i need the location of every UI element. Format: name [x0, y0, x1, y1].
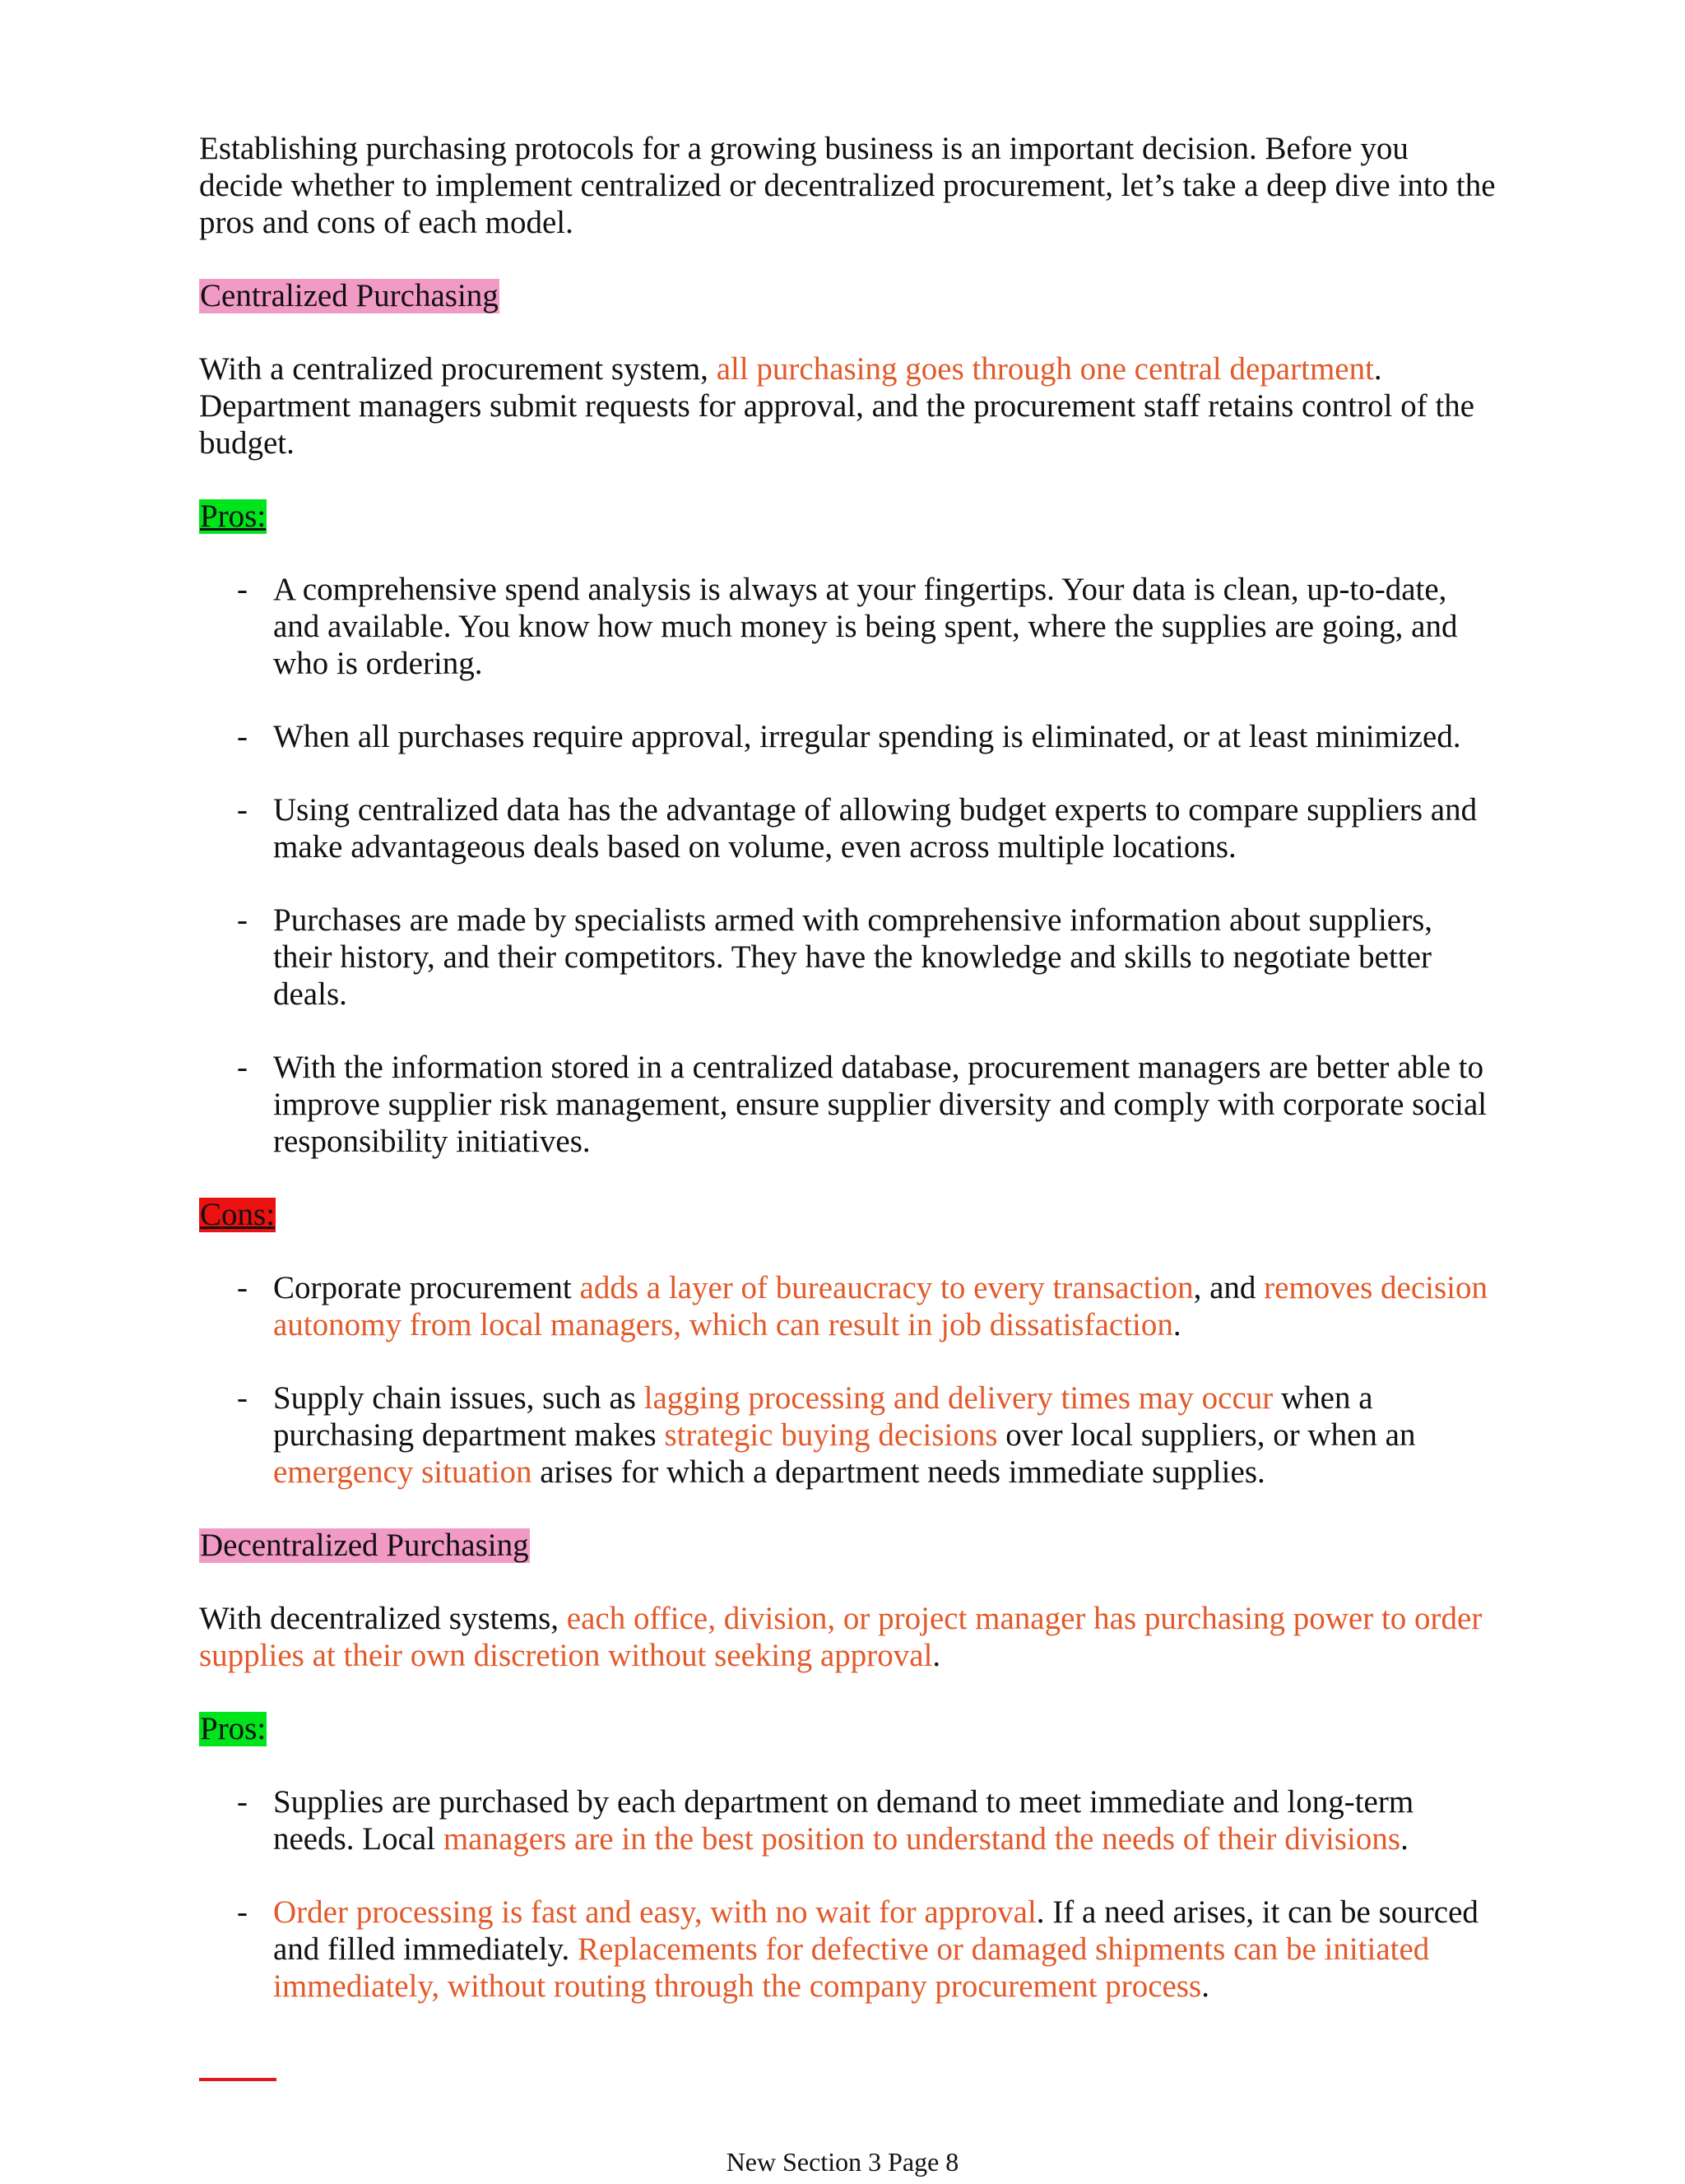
- dash-bullet: -: [237, 1270, 248, 1305]
- dpros-1-text-end: .: [1400, 1821, 1409, 1857]
- cons-2-emphasis-2: strategic buying decisions: [664, 1417, 998, 1453]
- centralized-heading-line: [199, 277, 1499, 314]
- dash-bullet: -: [237, 1050, 248, 1085]
- cons-1-text-3: .: [1172, 1307, 1181, 1342]
- dpros-1-emphasis: managers are in the best position to understand the needs of their divisions: [443, 1821, 1401, 1857]
- dpros-2-text-end: .: [1201, 1968, 1209, 2004]
- dash-bullet: -: [237, 1784, 248, 1820]
- list-item: [199, 718, 1499, 755]
- red-underline-mark: [199, 2078, 276, 2081]
- list-item: [199, 902, 1499, 1013]
- page-content: [199, 130, 1499, 2005]
- centralized-pros-list: [199, 571, 1499, 1160]
- page-footer: New Section 3 Page 8: [726, 2147, 959, 2177]
- cons-2-text: Supply chain issues, such as: [273, 1380, 644, 1416]
- dash-bullet: -: [237, 902, 248, 938]
- cons-1-text-2: , and: [1193, 1270, 1265, 1305]
- decentralized-heading-line: [199, 1527, 1499, 1564]
- centralized-cons-label: Cons:: [200, 1197, 276, 1232]
- list-item-text: Using centralized data has the advantage of allowing budget experts to compare suppliers and make advantageous deals based on volume, even across multiple locations.: [273, 792, 1478, 865]
- decentralized-desc-text: With decentralized systems,: [199, 1601, 567, 1636]
- centralized-cons-label-line: [199, 1196, 1499, 1233]
- intro-paragraph: Establishing purchasing protocols for a growing business is an important decision. Before you decide whether to implement centralized or decentralized procurement, let’s take a deep dive into the pros and cons of each model.: [199, 131, 1496, 240]
- dash-bullet: -: [237, 719, 248, 754]
- centralized-cons-list: [199, 1269, 1499, 1491]
- cons-2-text-4: arises for which a department needs immediate supplies.: [531, 1454, 1265, 1490]
- cons-2-text-3: over local suppliers, or when an: [997, 1417, 1416, 1453]
- cons-1-text: Corporate procurement: [273, 1270, 580, 1305]
- decentralized-pros-label-line: [199, 1710, 1499, 1747]
- list-item: [199, 1049, 1499, 1160]
- cons-2-emphasis-3: emergency situation: [273, 1454, 532, 1490]
- list-item: [199, 571, 1499, 682]
- dpros-2-emphasis-1: Order processing is fast and easy, with no wait for approval: [273, 1894, 1037, 1930]
- list-item-text: With the information stored in a centralized database, procurement managers are better able to improve supplier risk management, ensure supplier diversity and comply with corporate social responsibility initiatives.: [273, 1050, 1488, 1159]
- cons-1-emphasis-2: removes decision autonomy from local managers, which can result in job dissatisfaction: [273, 1270, 1488, 1342]
- cons-1-emphasis-1: adds a layer of bureaucracy to every transaction: [579, 1270, 1194, 1305]
- cons-2-text-2: when a purchasing department makes: [273, 1380, 1373, 1453]
- list-item: [199, 791, 1499, 865]
- list-item: [199, 1783, 1499, 1857]
- dpros-1-text: Supplies are purchased by each department on demand to meet immediate and long-term needs. Local: [273, 1784, 1414, 1857]
- dpros-2-text: . If a need arises, it can be sourced and filled immediately.: [273, 1894, 1478, 1967]
- cons-2-emphasis-1: lagging processing and delivery times may occur: [643, 1380, 1274, 1416]
- dash-bullet: -: [237, 1894, 248, 1930]
- centralized-description: [199, 350, 1499, 461]
- decentralized-pros-list: [199, 1783, 1499, 2005]
- list-item-text: When all purchases require approval, irregular spending is eliminated, or at least minimized.: [273, 719, 1461, 754]
- centralized-pros-label: Pros:: [200, 498, 267, 534]
- centralized-pros-label-line: [199, 498, 1499, 535]
- dpros-2-emphasis-2: Replacements for defective or damaged shipments can be initiated immediately, without routing through the company procurement process: [273, 1931, 1430, 2004]
- decentralized-desc-text-end: .: [932, 1638, 941, 1673]
- list-item-text: A comprehensive spend analysis is always at your fingertips. Your data is clean, up-to-date, and available. You know how much money is being spent, where the supplies are going, and who is ordering.: [273, 572, 1458, 681]
- decentralized-heading: Decentralized Purchasing: [200, 1528, 529, 1563]
- decentralized-description: [199, 1600, 1499, 1674]
- centralized-desc-text: With a centralized procurement system,: [199, 351, 717, 387]
- dash-bullet: -: [237, 572, 248, 607]
- list-item: [199, 1269, 1499, 1343]
- list-item: [199, 1894, 1499, 2005]
- list-item-text: Purchases are made by specialists armed with comprehensive information about suppliers, their history, and their competitors. They have the knowledge and skills to negotiate better deals.: [273, 902, 1433, 1012]
- centralized-desc-text-end: . Department managers submit requests for approval, and the procurement staff retains control of the budget.: [199, 351, 1475, 461]
- dash-bullet: -: [237, 1380, 248, 1416]
- decentralized-desc-emphasis: each office, division, or project manager has purchasing power to order supplies at their own discretion without seeking approval: [199, 1601, 1483, 1673]
- centralized-desc-emphasis: all purchasing goes through one central department: [716, 351, 1374, 387]
- decentralized-pros-label: Pros:: [200, 1711, 267, 1746]
- list-item: [199, 1379, 1499, 1491]
- dash-bullet: -: [237, 792, 248, 828]
- centralized-heading: Centralized Purchasing: [200, 278, 499, 313]
